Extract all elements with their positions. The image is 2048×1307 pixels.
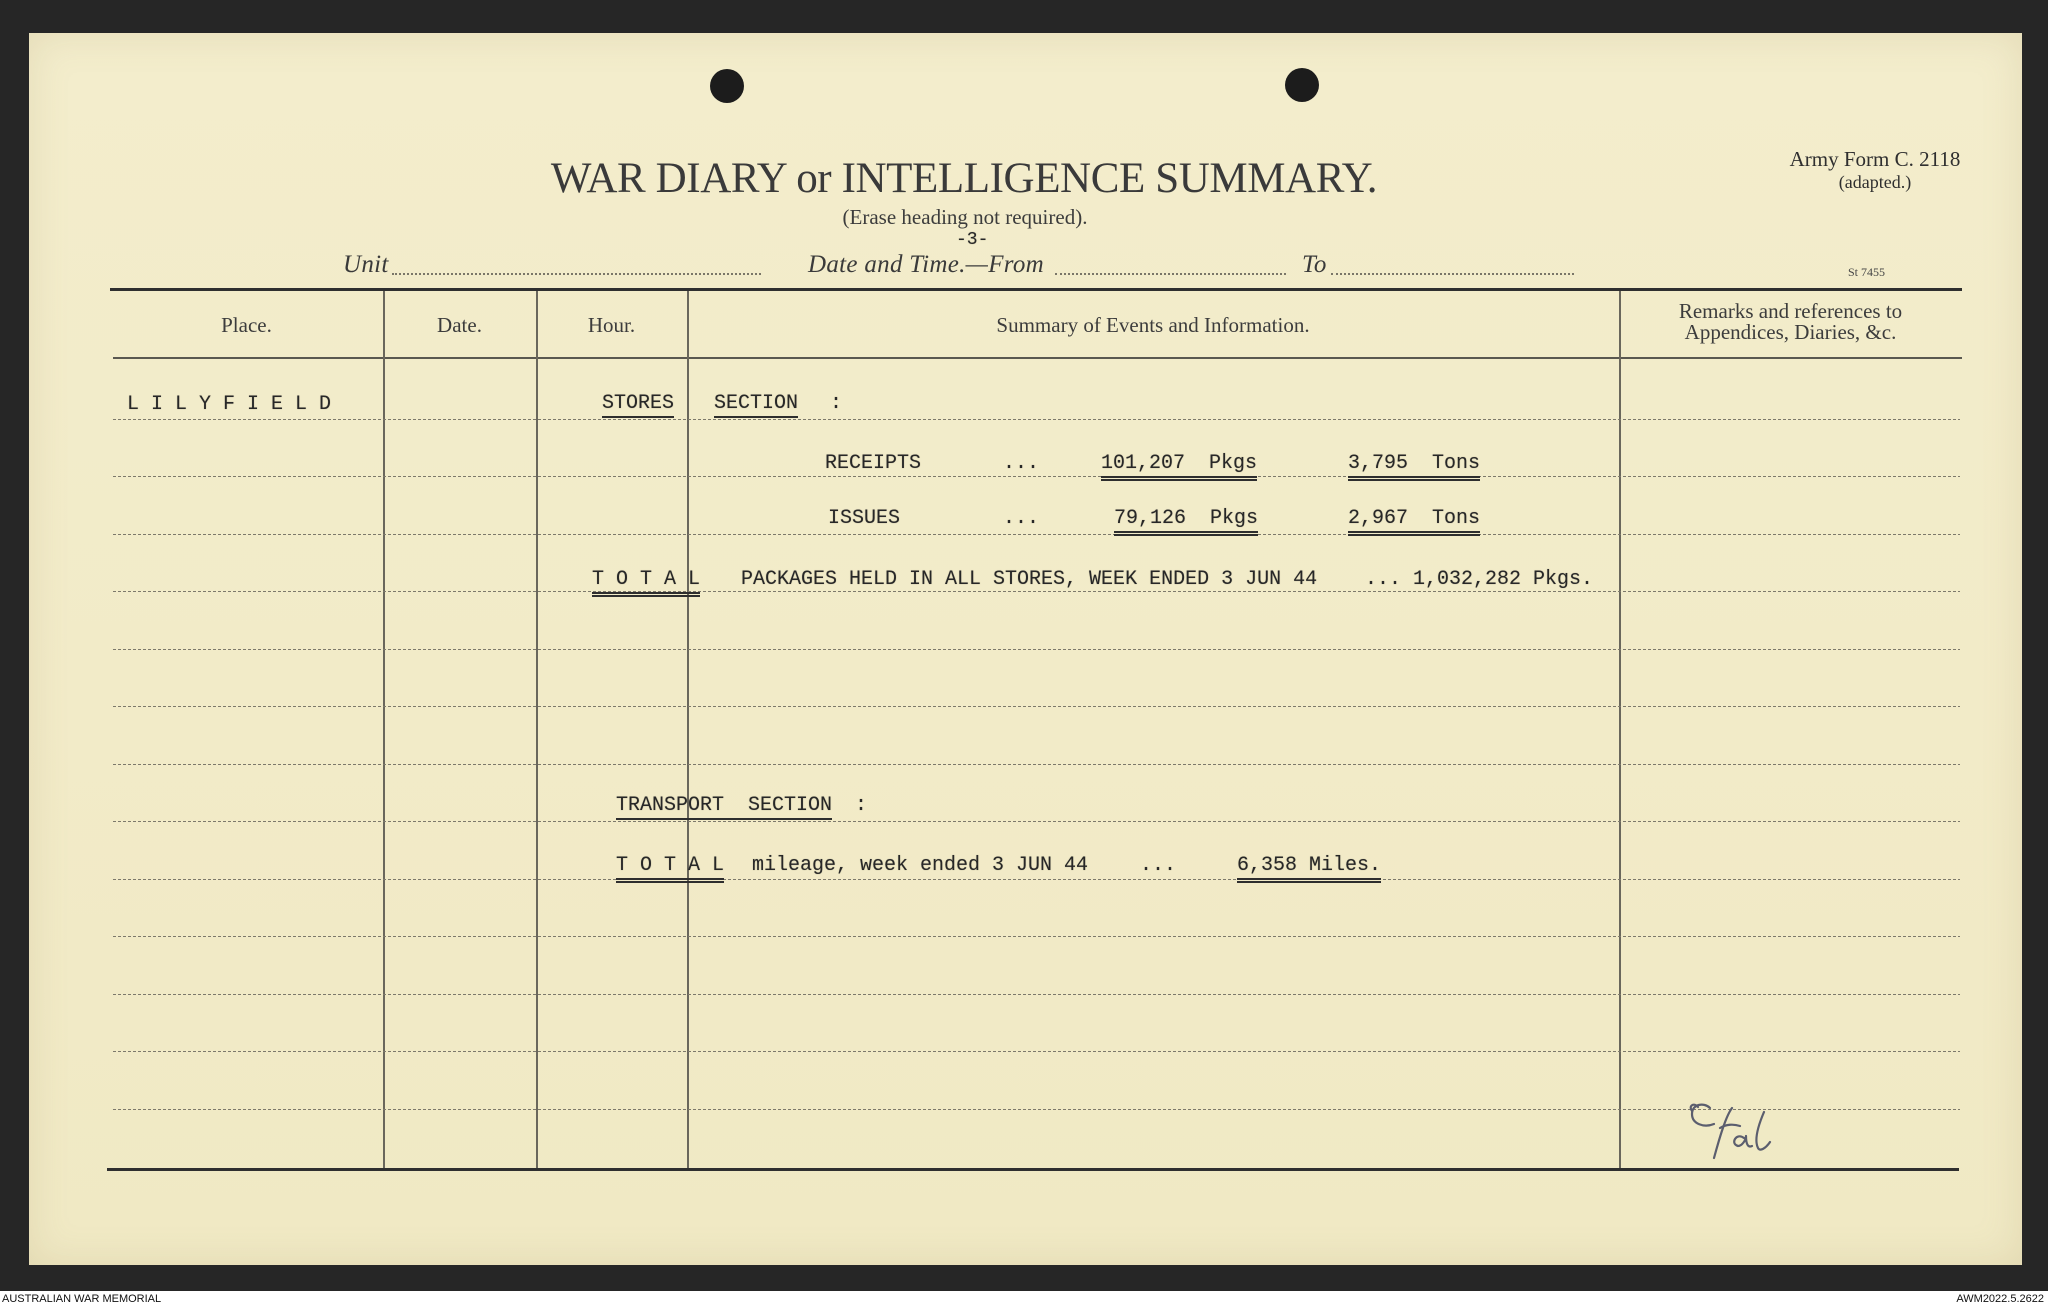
receipts-leader: ... bbox=[1003, 452, 1040, 475]
issues-tonnage: 2,967 Tons bbox=[1348, 507, 1480, 536]
stores-total-leader: ... bbox=[1365, 568, 1402, 591]
row-rule bbox=[113, 936, 1960, 937]
mileage-total-leader: ... bbox=[1140, 854, 1177, 877]
header-remarks-line2: Appendices, Diaries, &c. bbox=[1684, 320, 1897, 344]
row-rule bbox=[113, 879, 1960, 880]
header-bottom-rule bbox=[113, 357, 1962, 359]
handwritten-signature bbox=[1680, 1098, 1780, 1164]
row-rule bbox=[113, 764, 1960, 765]
stores-total-label: T O T A L bbox=[592, 568, 700, 597]
stores-heading-colon: : bbox=[830, 392, 843, 415]
row-rule bbox=[113, 534, 1960, 535]
table-bottom-rule bbox=[107, 1168, 1959, 1171]
stores-total-value: 1,032,282 Pkgs. bbox=[1413, 568, 1594, 591]
army-form-number: Army Form C. 2118 bbox=[1789, 147, 1961, 171]
row-rule bbox=[113, 706, 1960, 707]
column-divider bbox=[383, 291, 385, 1168]
column-divider bbox=[1619, 291, 1621, 1168]
unit-field bbox=[392, 273, 761, 275]
army-form-note: (adapted.) bbox=[1838, 172, 1912, 192]
place-entry: L I L Y F I E L D bbox=[127, 393, 332, 416]
mileage-total-value: 6,358 Miles. bbox=[1237, 854, 1381, 883]
table-top-rule bbox=[110, 288, 1962, 291]
signature-stroke bbox=[1714, 1108, 1740, 1158]
mileage-total-label: T O T A L bbox=[616, 854, 724, 883]
title-intelligence-summary: INTELLIGENCE SUMMARY. bbox=[841, 155, 1378, 202]
date-time-from-label: Date and Time.—From bbox=[808, 251, 1045, 278]
title-or: or bbox=[796, 155, 832, 202]
date-from-field bbox=[1055, 273, 1286, 275]
mileage-total-text: mileage, week ended 3 JUN 44 bbox=[752, 854, 1089, 877]
row-rule bbox=[113, 649, 1960, 650]
date-to-field bbox=[1331, 273, 1574, 275]
form-title bbox=[464, 155, 1464, 203]
header-hour: Hour. bbox=[587, 313, 636, 337]
stores-total-text: PACKAGES HELD IN ALL STORES, WEEK ENDED 3 JUN 44 bbox=[741, 568, 1318, 591]
row-rule bbox=[113, 994, 1960, 995]
row-rule bbox=[113, 476, 1960, 477]
row-rule bbox=[113, 1051, 1960, 1052]
form-subtitle: (Erase heading not required). bbox=[842, 205, 1088, 229]
archive-reference: AWM2022.5.2622 bbox=[1956, 1293, 2044, 1305]
stores-heading-word1: STORES bbox=[602, 392, 674, 418]
punch-hole bbox=[710, 69, 744, 103]
signature-stroke bbox=[1756, 1112, 1770, 1150]
issues-packages: 79,126 Pkgs bbox=[1114, 507, 1258, 536]
row-rule bbox=[113, 419, 1960, 420]
column-divider bbox=[536, 291, 538, 1168]
header-summary: Summary of Events and Information. bbox=[996, 313, 1310, 337]
archive-institution: AUSTRALIAN WAR MEMORIAL bbox=[2, 1293, 162, 1305]
receipts-tonnage: 3,795 Tons bbox=[1348, 452, 1480, 481]
column-divider bbox=[687, 291, 689, 1168]
issues-label: ISSUES bbox=[828, 507, 901, 530]
punch-hole bbox=[1285, 68, 1319, 102]
receipts-packages: 101,207 Pkgs bbox=[1101, 452, 1257, 481]
signature-stroke bbox=[1692, 1105, 1714, 1126]
header-date: Date. bbox=[437, 313, 482, 337]
header-remarks-line1: Remarks and references to bbox=[1678, 299, 1903, 323]
signature-stroke bbox=[1734, 1136, 1752, 1147]
header-place: Place. bbox=[221, 313, 272, 337]
archive-band bbox=[0, 1291, 2048, 1307]
transport-heading: TRANSPORT SECTION bbox=[616, 794, 832, 820]
stores-heading-word2: SECTION bbox=[714, 392, 798, 418]
issues-leader: ... bbox=[1003, 507, 1040, 530]
transport-heading-colon: : bbox=[855, 794, 868, 817]
unit-label: Unit bbox=[343, 251, 389, 278]
row-rule bbox=[113, 821, 1960, 822]
title-war-diary: WAR DIARY bbox=[550, 155, 786, 202]
date-to-label: To bbox=[1302, 251, 1327, 278]
receipts-label: RECEIPTS bbox=[825, 452, 922, 475]
print-code: St 7455 bbox=[1848, 265, 1886, 279]
page-number: -3- bbox=[956, 230, 989, 250]
